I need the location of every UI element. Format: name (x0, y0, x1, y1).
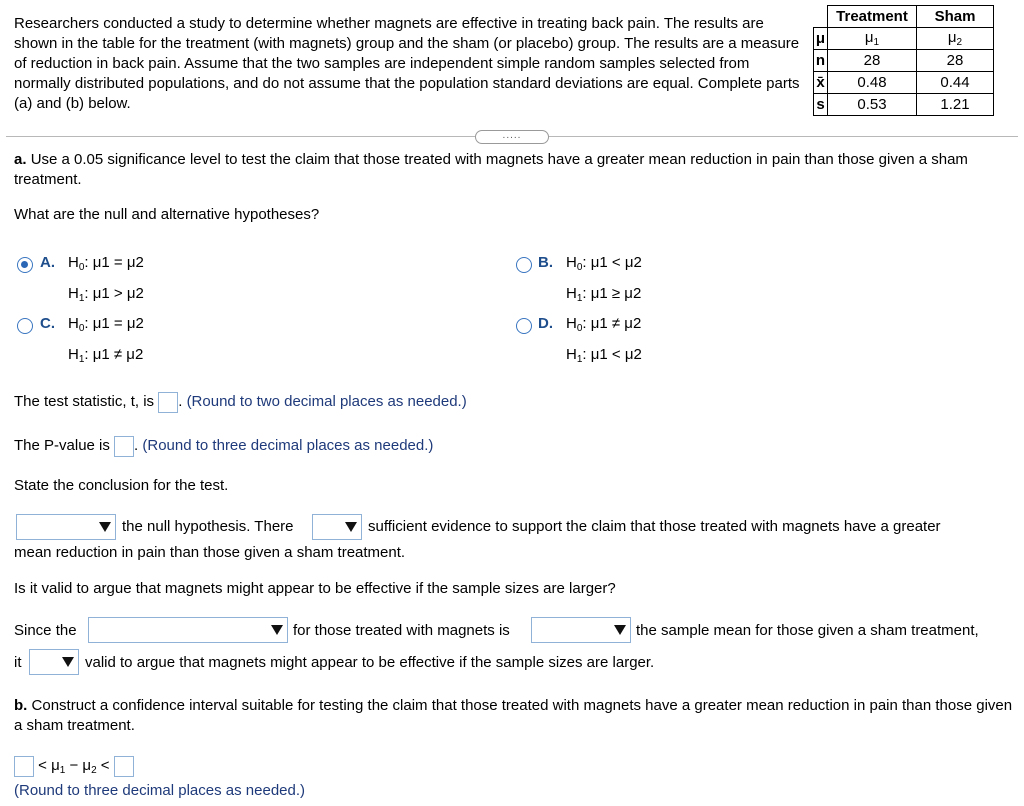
part-a-text: Use a 0.05 significance level to test the claim that those treated with magnets have a greater mean reduction in pain than those given a sham treatment. (14, 151, 968, 188)
validity-question: Is it valid to argue that magnets might appear to be effective if the sample sizes are larger? (14, 580, 616, 597)
chevron-down-icon (59, 654, 76, 670)
option-d-letter: D. (538, 315, 553, 332)
row-label-xbar: x̄ (814, 72, 828, 94)
conclusion-end-text: sufficient evidence to support the claim that those treated with magnets have a greater (368, 518, 941, 535)
part-b-prompt (14, 696, 1014, 736)
ci-lower-input[interactable] (14, 756, 34, 777)
for-those-text: for those treated with magnets is (293, 622, 510, 639)
validity-dropdown[interactable] (29, 649, 79, 675)
conclusion-question: State the conclusion for the test. (14, 477, 229, 494)
col-header-treatment: Treatment (828, 6, 917, 28)
cell-sham-xbar: 0.44 (917, 72, 994, 94)
valid-end-text: valid to argue that magnets might appear to be effective if the sample sizes are larger. (85, 654, 655, 671)
option-b-hypotheses[interactable]: $H_0$: μ1 < μ2 $H_1$: μ1 ≥ μ2 (566, 254, 642, 304)
option-a-radio[interactable] (17, 257, 33, 273)
sample-mean-text: the sample mean for those given a sham treatment, (636, 622, 979, 639)
option-a-letter: A. (40, 254, 55, 271)
option-b-letter: B. (538, 254, 553, 271)
cell-treatment-n: 28 (828, 50, 917, 72)
option-a-hypotheses[interactable]: $H_0$: μ1 = μ2 $H_1$: μ1 > μ2 (68, 254, 144, 304)
option-d-hypotheses[interactable]: $H_0$: μ1 ≠ μ2 $H_1$: μ1 < μ2 (566, 315, 642, 365)
conclusion-wrap-text: mean reduction in pain than those given a sham treatment. (14, 544, 406, 561)
row-label-mu: μ (814, 28, 828, 50)
test-statistic-input[interactable] (158, 392, 178, 413)
part-b-text: Construct a confidence interval suitable for testing the claim that those treated with magnets have a greater mean reduction in pain than those given a sham treatment. (14, 697, 1013, 734)
pvalue-hint: (Round to three decimal places as needed.) (142, 437, 434, 454)
option-d-radio[interactable] (516, 318, 532, 334)
row-label-n: n (814, 50, 828, 72)
chevron-down-icon (342, 519, 359, 535)
pvalue-row: The P-value is . (Round to three decimal places as needed.) (14, 434, 433, 458)
ci-hint: (Round to three decimal places as needed.) (14, 782, 306, 799)
expand-toggle-button[interactable]: ..... (475, 130, 549, 144)
chevron-down-icon (96, 519, 113, 535)
confidence-interval-row: < $\mu_1 - \mu_2$ < (14, 754, 134, 783)
cell-sham-mu: $\mu_2$ (917, 28, 994, 50)
cell-treatment-mu: $\mu_1$ (828, 28, 917, 50)
since-text: Since the (14, 622, 77, 639)
it-text: it (14, 654, 22, 671)
col-header-sham: Sham (917, 6, 994, 28)
chevron-down-icon (611, 622, 628, 638)
cell-treatment-xbar: 0.48 (828, 72, 917, 94)
hypotheses-question: What are the null and alternative hypotheses? (14, 206, 320, 223)
data-table (813, 5, 994, 116)
test-statistic-row: The test statistic, t, is . (Round to two decimal places as needed.) (14, 390, 467, 414)
cell-treatment-s: 0.53 (828, 94, 917, 116)
part-a-prompt (14, 150, 1014, 190)
test-statistic-hint: (Round to two decimal places as needed.) (186, 393, 467, 410)
ci-upper-input[interactable] (114, 756, 134, 777)
pvalue-input[interactable] (114, 436, 134, 457)
option-c-hypotheses[interactable]: $H_0$: μ1 = μ2 $H_1$: μ1 ≠ μ2 (68, 315, 144, 365)
comparison-dropdown[interactable] (531, 617, 631, 643)
option-b-radio[interactable] (516, 257, 532, 273)
part-a-label: a. (14, 151, 27, 168)
chevron-down-icon (268, 622, 285, 638)
reject-decision-dropdown[interactable] (16, 514, 116, 540)
problem-statement: Researchers conducted a study to determine whether magnets are effective in treating back pain. The results are shown in the table for the treatment (with magnets) group and the sham (or placebo) group. The results are a measure of reduction in back pain. Assume that the two samples are independent simple random samples selected from normally distributed populations, and do not assume that the population standard deviations are equal. Complete parts (a) and (b) below. (14, 15, 800, 112)
option-c-letter: C. (40, 315, 55, 332)
evidence-dropdown[interactable] (312, 514, 362, 540)
cell-sham-n: 28 (917, 50, 994, 72)
cell-sham-s: 1.21 (917, 94, 994, 116)
row-label-s: s (814, 94, 828, 116)
since-dropdown[interactable] (88, 617, 288, 643)
conclusion-mid-text: the null hypothesis. There (122, 518, 294, 535)
part-b-label: b. (14, 697, 28, 714)
option-c-radio[interactable] (17, 318, 33, 334)
